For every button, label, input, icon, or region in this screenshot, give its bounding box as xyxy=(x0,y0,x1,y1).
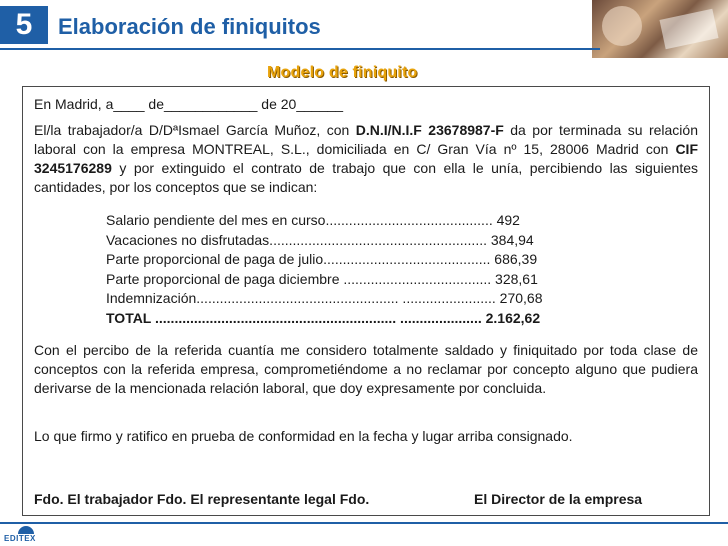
closing-paragraph: Con el percibo de la referida cuantía me considero totalmente saldado y finiquitado por toda clase de conceptos con la referida empresa, comprometiéndome a no reclamar por concepto alguno que pudiera derivarse de la mencionada relación laboral, que doy expresamente por concluida. xyxy=(34,342,698,396)
dni-label: D.N.I/N.I.F 23678987-F xyxy=(355,122,504,138)
logo-text: EDITEX xyxy=(4,534,36,543)
photo-shape xyxy=(602,6,642,46)
footer-divider xyxy=(0,522,728,524)
list-item: Salario pendiente del mes en curso........................................... 492 xyxy=(106,212,520,228)
intro-text: da por terminada su relación laboral con la empresa MONTREAL, S.L., domiciliada en C/ Gran Vía nº 15, 28006 Madrid con xyxy=(34,122,698,157)
list-item: Indemnización.................................................... ........................ 270,68 xyxy=(106,290,543,306)
editex-logo xyxy=(4,526,48,544)
signature-line xyxy=(34,491,643,507)
section-number-badge xyxy=(0,6,48,44)
section-number: 5 xyxy=(15,8,33,41)
list-item: Vacaciones no disfrutadas........................................................ 384,94 xyxy=(106,231,534,248)
concept-list xyxy=(106,211,626,328)
intro-text: y por extinguido el contrato de trabajo que con ella le unía, percibiendo las siguientes cantidades, por los conceptos que se indican: xyxy=(34,160,698,195)
list-item: Parte proporcional de paga de julio........................................... 686,39 xyxy=(106,251,538,267)
signature-director: El Director de la empresa xyxy=(474,491,643,507)
ratify-paragraph: Lo que firmo y ratifico en prueba de conformidad en la fecha y lugar arriba consignado. xyxy=(34,428,573,444)
photo-shape xyxy=(659,9,718,50)
page-title: Elaboración de finiquitos xyxy=(58,14,321,39)
document-subtitle: Modelo de finiquito xyxy=(267,64,418,81)
list-item: Parte proporcional de paga diciembre ...................................... 328,61 xyxy=(106,270,538,287)
intro-paragraph xyxy=(34,121,698,197)
cif-label: CIF 3245176289 xyxy=(34,141,698,176)
header-divider xyxy=(0,48,600,50)
place-date-line: En Madrid, a____ de____________ de 20______ xyxy=(34,96,344,112)
signature-left: Fdo. El trabajador Fdo. El representante legal Fdo. xyxy=(34,491,370,507)
logo-mark-icon xyxy=(18,526,34,534)
header-photo xyxy=(592,0,728,58)
intro-text: El/la trabajador/a D/DªIsmael García Muñoz, con xyxy=(34,122,356,138)
total-row: TOTAL .............................................................. ..................... 2.162,62 xyxy=(106,309,541,326)
